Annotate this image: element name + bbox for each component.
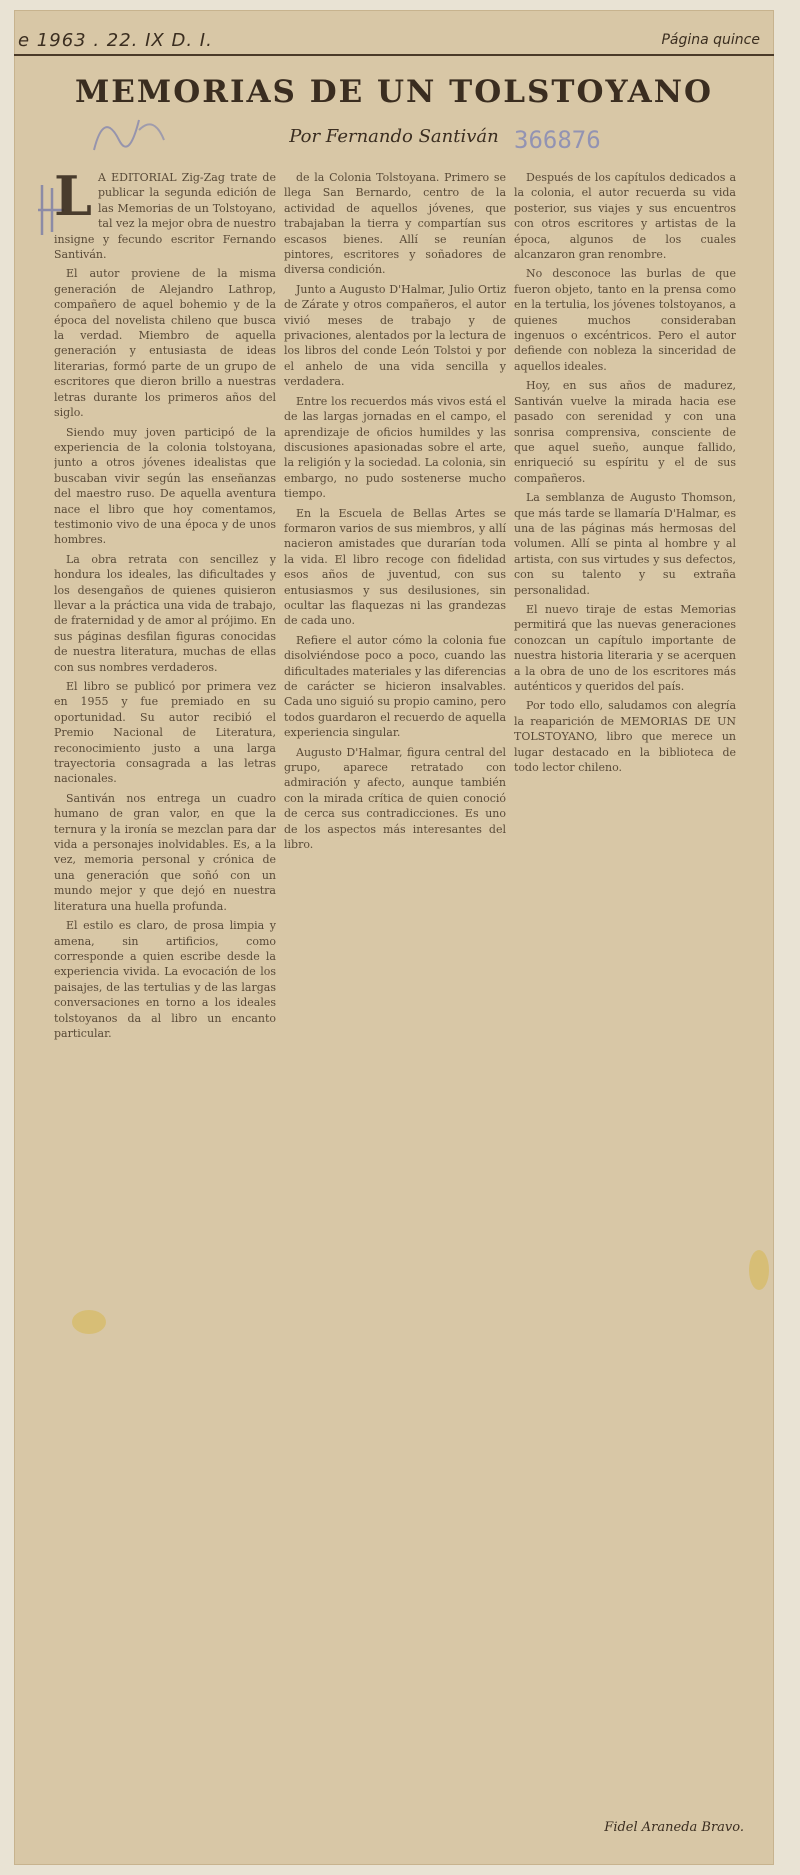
paragraph: Hoy, en sus años de madurez, Santiván vuelve la mirada hacia ese pasado con serenidad y con una sonrisa comprensiva, consciente de que aquel sueño, aunque fallido, enriqueció su espíritu y el de sus compañeros.: [514, 379, 736, 485]
paragraph: El autor proviene de la misma generación de Alejandro Lathrop, compañero de aquel bohemio y de la época del novelista chileno que busca la verdad. Miembro de aquella generación y entusiasta de ideas literarias, formó parte de un grupo de escritores que dieron brillo a nuestras letras durante los primeros años del siglo.: [54, 267, 276, 420]
paragraph: Augusto D'Halmar, figura central del grupo, aparece retratado con admiración y afecto, aunque también con la mirada crítica de quien conoció de cerca sus contradicciones. Es uno de los aspectos más interesantes del libro.: [284, 745, 506, 852]
paragraph: El libro se publicó por primera vez en 1955 y fue premiado en su oportunidad. Su autor recibió el Premio Nacional de Literatura, reconocimiento justo a una larga trayectoria consagrada a las letras nacionales.: [54, 680, 276, 786]
paragraph: Siendo muy joven participó de la experiencia de la colonia tolstoyana, junto a otros jóvenes idealistas que buscaban vivir según las enseñanzas del maestro ruso. De aquella aventura nace el libro que hoy comentamos, testimonio vivo de una época y de unos hombres.: [54, 425, 276, 547]
paragraph: A EDITORIAL Zig-Zag trate de publicar la segunda edición de las Memorias de un Tolstoyano, tal vez la mejor obra de nuestro insigne y fecundo escritor Fernando Santiván.: [54, 171, 276, 262]
drop-cap: L: [54, 170, 92, 228]
paragraph: En la Escuela de Bellas Artes se formaron varios de sus miembros, y allí nacieron amistades que durarían toda la vida. El libro recoge con fidelidad esos años de juventud, con sus entusiasmos y sus desilusiones, sin ocultar las flaquezas ni las grandezas de cada uno.: [284, 506, 506, 628]
article-byline: Por Fernando Santiván: [289, 126, 499, 147]
paragraph: Refiere el autor cómo la colonia fue disolviéndose poco a poco, cuando las dificultades materiales y las diferencias de carácter se hicieron insalvables. Cada uno siguió su propio camino, pero todos guardaron el recuerdo de aquella experiencia singular.: [284, 633, 506, 740]
catalog-stamp: [504, 120, 654, 160]
paragraph: Junto a Augusto D'Halmar, Julio Ortiz de Zárate y otros compañeros, el autor vivió meses de trabajo y de privaciones, alentados por la lectura de los libros del conde León Tolstoi y por el anhelo de una vida sencilla y verdadera.: [284, 282, 506, 389]
paragraph: La obra retrata con sencillez y hondura los ideales, las dificultades y los desengaños de quienes quisieron llevar a la práctica una vida de trabajo, de fraternidad y de amor al prójimo. En sus páginas desfilan figuras conocidas de nuestra literatura, muchas de ellas con sus nombres verdaderos.: [54, 552, 276, 674]
paragraph: Después de los capítulos dedicados a la colonia, el autor recuerda su vida posterior, sus viajes y sus encuentros con otros escritores y artistas de la época, algunos de los cuales alcanzaron gran renombre.: [514, 171, 736, 262]
article-column-3: [514, 170, 736, 1810]
article-column-1: [54, 170, 276, 1810]
page-header: [14, 24, 774, 56]
article-signature: Fidel Araneda Bravo.: [604, 1820, 744, 1835]
header-page-label: Página quince: [661, 32, 760, 48]
header-date: e 1963 . 22. IX D. I.: [18, 30, 213, 51]
paragraph: Entre los recuerdos más vivos está el de las largas jornadas en el campo, el aprendizaje de oficios humildes y las discusiones apasionadas sobre el arte, la religión y la sociedad. La colonia, sin embargo, no pudo sostenerse mucho tiempo.: [284, 394, 506, 501]
paper-stain: [72, 1310, 106, 1334]
paragraph: El estilo es claro, de prosa limpia y amena, sin artificios, como corresponde a quien escribe desde la experiencia vivida. La evocación de los paisajes, de las tertulias y de las largas conversaciones en torno a los ideales tolstoyanos da al libro un encanto particular.: [54, 919, 276, 1040]
paragraph: Santiván nos entrega un cuadro humano de gran valor, en que la ternura y la ironía se mezclan para dar vida a personajes inolvidables. Es, a la vez, memoria personal y crónica de una generación que soñó con un mundo mejor y que dejó en nuestra literatura una huella profunda.: [54, 791, 276, 913]
paragraph: de la Colonia Tolstoyana. Primero se llega San Bernardo, centro de la actividad de aquellos jóvenes, que trabajaban la tierra y compartían sus escasos bienes. Allí se reunían pintores, escritores y soñadores de diversa condición.: [284, 171, 506, 277]
paper-stain: [749, 1250, 769, 1290]
paragraph: La semblanza de Augusto Thomson, que más tarde se llamaría D'Halmar, es una de las páginas más hermosas del volumen. Allí se pinta al hombre y al artista, con sus virtudes y sus defectos, con su talento y su extraña personalidad.: [514, 491, 736, 597]
paragraph: Por todo ello, saludamos con alegría la reaparición de MEMORIAS DE UN TOLSTOYANO, libro que merece un lugar destacado en la biblioteca de todo lector chileno.: [514, 699, 736, 775]
paragraph: No desconoce las burlas de que fueron objeto, tanto en la prensa como en la tertulia, los jóvenes tolstoyanos, a quienes muchos consideraban ingenuos o excéntricos. Pero el autor defiende con nobleza la sinceridad de aquellos ideales.: [514, 267, 736, 373]
article-title: MEMORIAS DE UN TOLSTOYANO: [74, 74, 714, 110]
article-column-2: [284, 170, 506, 1810]
paragraph: El nuevo tiraje de estas Memorias permitirá que las nuevas generaciones conozcan un capítulo importante de nuestra historia literaria y se acerquen a la obra de uno de los escritores más auténticos y queridos del país.: [514, 602, 736, 693]
newspaper-clipping: [14, 10, 774, 1865]
stamp-number: 366876: [514, 126, 601, 154]
